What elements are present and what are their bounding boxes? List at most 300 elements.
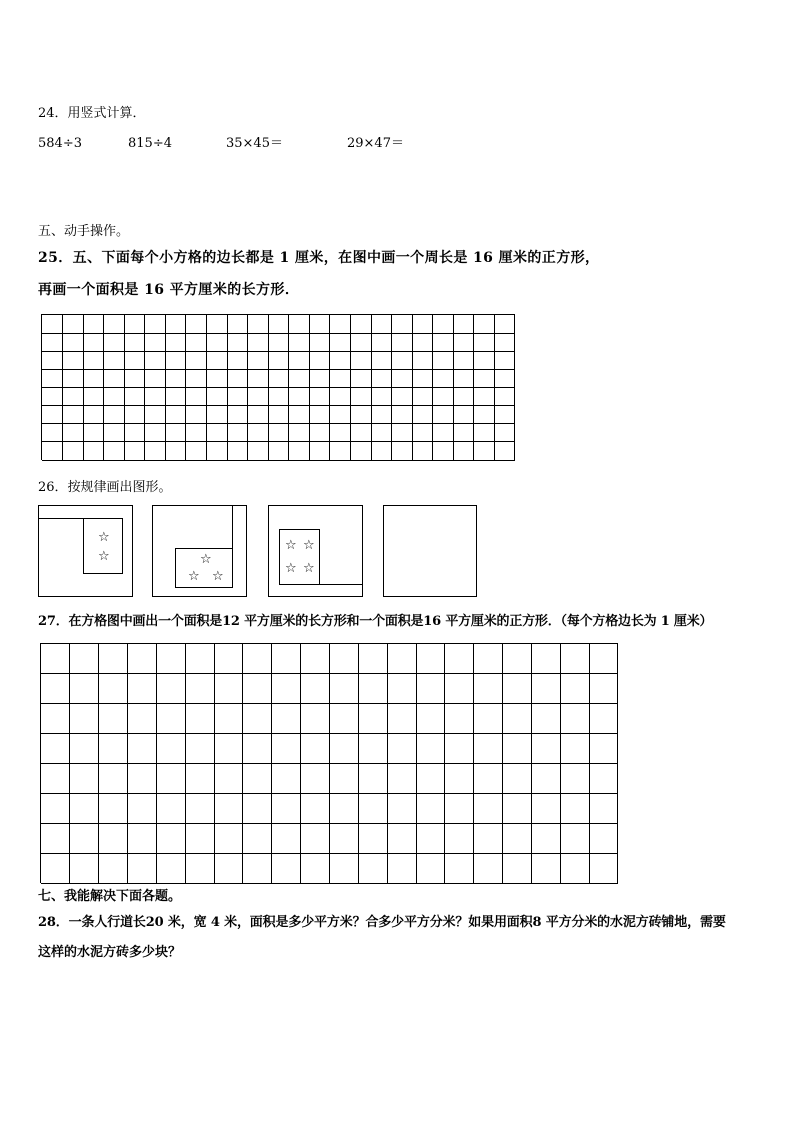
grid-cell[interactable] <box>83 424 104 443</box>
grid-cell[interactable] <box>387 853 416 883</box>
grid-cell[interactable] <box>83 388 104 407</box>
grid-cell[interactable] <box>412 351 433 370</box>
grid-cell[interactable] <box>70 674 99 704</box>
grid-cell[interactable] <box>503 793 532 823</box>
grid-cell[interactable] <box>474 333 495 352</box>
grid-cell[interactable] <box>358 704 387 734</box>
grid-cell[interactable] <box>474 644 503 674</box>
grid-cell[interactable] <box>371 315 392 334</box>
grid-cell[interactable] <box>289 424 310 443</box>
grid-cell[interactable] <box>330 442 351 461</box>
grid-cell[interactable] <box>416 674 445 704</box>
grid-cell[interactable] <box>301 704 330 734</box>
grid-cell[interactable] <box>145 388 166 407</box>
grid-cell[interactable] <box>301 674 330 704</box>
grid-cell[interactable] <box>104 315 125 334</box>
grid-cell[interactable] <box>145 351 166 370</box>
grid-cell[interactable] <box>165 406 186 425</box>
grid-cell[interactable] <box>128 764 157 794</box>
grid-cell[interactable] <box>358 793 387 823</box>
grid-cell[interactable] <box>272 704 301 734</box>
grid-cell[interactable] <box>186 351 207 370</box>
grid-cell[interactable] <box>309 406 330 425</box>
grid-cell[interactable] <box>70 644 99 674</box>
grid-cell[interactable] <box>589 793 618 823</box>
grid-cell[interactable] <box>474 424 495 443</box>
grid-cell[interactable] <box>272 853 301 883</box>
grid-cell[interactable] <box>433 442 454 461</box>
grid-cell[interactable] <box>272 823 301 853</box>
grid-cell[interactable] <box>42 406 63 425</box>
grid-cell[interactable] <box>494 369 515 388</box>
grid-cell[interactable] <box>272 793 301 823</box>
grid-cell[interactable] <box>445 764 474 794</box>
grid-cell[interactable] <box>474 351 495 370</box>
grid-cell[interactable] <box>330 793 359 823</box>
grid-cell[interactable] <box>243 704 272 734</box>
grid-cell[interactable] <box>309 333 330 352</box>
grid-cell[interactable] <box>104 442 125 461</box>
grid-cell[interactable] <box>227 369 248 388</box>
grid-cell[interactable] <box>124 315 145 334</box>
grid-cell[interactable] <box>560 853 589 883</box>
grid-cell[interactable] <box>165 424 186 443</box>
grid-cell[interactable] <box>301 764 330 794</box>
grid-cell[interactable] <box>433 315 454 334</box>
grid-cell[interactable] <box>589 644 618 674</box>
grid-cell[interactable] <box>371 351 392 370</box>
grid-cell[interactable] <box>227 333 248 352</box>
grid-cell[interactable] <box>207 388 228 407</box>
grid-cell[interactable] <box>433 406 454 425</box>
grid-cell[interactable] <box>589 853 618 883</box>
grid-cell[interactable] <box>185 674 214 704</box>
grid-cell[interactable] <box>42 315 63 334</box>
grid-cell[interactable] <box>128 734 157 764</box>
grid-cell[interactable] <box>70 734 99 764</box>
grid-cell[interactable] <box>358 823 387 853</box>
grid-cell[interactable] <box>42 388 63 407</box>
grid-cell[interactable] <box>124 406 145 425</box>
grid-cell[interactable] <box>387 674 416 704</box>
grid-cell[interactable] <box>99 764 128 794</box>
grid-cell[interactable] <box>531 853 560 883</box>
grid-cell[interactable] <box>474 369 495 388</box>
grid-cell[interactable] <box>248 333 269 352</box>
grid-cell[interactable] <box>248 424 269 443</box>
grid-cell[interactable] <box>330 764 359 794</box>
grid-cell[interactable] <box>128 853 157 883</box>
grid-cell[interactable] <box>330 406 351 425</box>
grid-cell[interactable] <box>387 764 416 794</box>
grid-cell[interactable] <box>145 442 166 461</box>
grid-cell[interactable] <box>186 442 207 461</box>
grid-cell[interactable] <box>214 704 243 734</box>
grid-cell[interactable] <box>494 388 515 407</box>
grid-cell[interactable] <box>207 369 228 388</box>
grid-cell[interactable] <box>503 823 532 853</box>
grid-cell[interactable] <box>128 823 157 853</box>
grid-cell[interactable] <box>289 369 310 388</box>
grid-cell[interactable] <box>145 369 166 388</box>
grid-cell[interactable] <box>156 853 185 883</box>
grid-cell[interactable] <box>560 764 589 794</box>
grid-cell[interactable] <box>474 823 503 853</box>
grid-cell[interactable] <box>309 315 330 334</box>
grid-cell[interactable] <box>156 734 185 764</box>
grid-cell[interactable] <box>589 674 618 704</box>
grid-cell[interactable] <box>63 406 84 425</box>
grid-cell[interactable] <box>83 333 104 352</box>
grid-cell[interactable] <box>248 369 269 388</box>
grid-cell[interactable] <box>412 424 433 443</box>
grid-cell[interactable] <box>560 823 589 853</box>
grid-cell[interactable] <box>474 388 495 407</box>
grid-cell[interactable] <box>416 853 445 883</box>
grid-cell[interactable] <box>99 674 128 704</box>
grid-cell[interactable] <box>371 388 392 407</box>
grid-cell[interactable] <box>63 442 84 461</box>
grid-cell[interactable] <box>416 764 445 794</box>
grid-cell[interactable] <box>309 388 330 407</box>
grid-cell[interactable] <box>301 823 330 853</box>
grid-cell[interactable] <box>416 793 445 823</box>
grid-cell[interactable] <box>371 406 392 425</box>
grid-cell[interactable] <box>503 734 532 764</box>
grid-cell[interactable] <box>63 315 84 334</box>
grid-cell[interactable] <box>589 764 618 794</box>
grid-cell[interactable] <box>248 442 269 461</box>
grid-cell[interactable] <box>330 853 359 883</box>
grid-cell[interactable] <box>63 333 84 352</box>
grid-cell[interactable] <box>330 388 351 407</box>
grid-cell[interactable] <box>99 823 128 853</box>
grid-cell[interactable] <box>474 442 495 461</box>
grid-cell[interactable] <box>268 315 289 334</box>
grid-cell[interactable] <box>445 793 474 823</box>
grid-cell[interactable] <box>227 442 248 461</box>
grid-cell[interactable] <box>124 333 145 352</box>
grid-cell[interactable] <box>185 853 214 883</box>
grid-cell[interactable] <box>330 333 351 352</box>
grid-cell[interactable] <box>309 442 330 461</box>
grid-cell[interactable] <box>289 351 310 370</box>
grid-cell[interactable] <box>42 333 63 352</box>
grid-cell[interactable] <box>248 351 269 370</box>
grid-cell[interactable] <box>214 853 243 883</box>
grid-cell[interactable] <box>41 674 70 704</box>
grid-cell[interactable] <box>453 369 474 388</box>
grid-cell[interactable] <box>41 644 70 674</box>
grid-cell[interactable] <box>474 406 495 425</box>
grid-cell[interactable] <box>301 793 330 823</box>
grid-cell[interactable] <box>42 424 63 443</box>
grid-cell[interactable] <box>156 674 185 704</box>
grid-cell[interactable] <box>165 333 186 352</box>
grid-cell[interactable] <box>350 388 371 407</box>
grid-cell[interactable] <box>83 442 104 461</box>
grid-cell[interactable] <box>268 333 289 352</box>
grid-cell[interactable] <box>128 644 157 674</box>
grid-cell[interactable] <box>330 424 351 443</box>
grid-cell[interactable] <box>63 424 84 443</box>
grid-cell[interactable] <box>243 793 272 823</box>
grid-cell[interactable] <box>392 406 413 425</box>
grid-cell[interactable] <box>453 315 474 334</box>
grid-cell[interactable] <box>214 793 243 823</box>
grid-cell[interactable] <box>185 734 214 764</box>
grid-cell[interactable] <box>387 793 416 823</box>
grid-cell[interactable] <box>268 369 289 388</box>
grid-cell[interactable] <box>392 388 413 407</box>
grid-cell[interactable] <box>70 764 99 794</box>
grid-cell[interactable] <box>350 424 371 443</box>
grid-cell[interactable] <box>412 369 433 388</box>
grid-cell[interactable] <box>145 424 166 443</box>
grid-cell[interactable] <box>186 406 207 425</box>
grid-cell[interactable] <box>289 388 310 407</box>
grid-cell[interactable] <box>330 315 351 334</box>
grid-cell[interactable] <box>531 704 560 734</box>
grid-cell[interactable] <box>503 704 532 734</box>
grid-cell[interactable] <box>412 406 433 425</box>
grid-cell[interactable] <box>503 644 532 674</box>
grid-cell[interactable] <box>207 442 228 461</box>
grid-cell[interactable] <box>186 388 207 407</box>
grid-cell[interactable] <box>83 369 104 388</box>
grid-cell[interactable] <box>289 406 310 425</box>
grid-cell[interactable] <box>330 351 351 370</box>
grid-cell[interactable] <box>207 406 228 425</box>
grid-cell[interactable] <box>289 315 310 334</box>
grid-cell[interactable] <box>494 442 515 461</box>
grid-cell[interactable] <box>445 674 474 704</box>
grid-cell[interactable] <box>494 315 515 334</box>
grid-cell[interactable] <box>156 644 185 674</box>
grid-cell[interactable] <box>156 704 185 734</box>
grid-cell[interactable] <box>531 734 560 764</box>
grid-cell[interactable] <box>387 734 416 764</box>
grid-cell[interactable] <box>268 424 289 443</box>
grid-cell[interactable] <box>99 853 128 883</box>
grid-cell[interactable] <box>560 734 589 764</box>
grid-cell[interactable] <box>41 764 70 794</box>
grid-cell[interactable] <box>503 853 532 883</box>
grid-cell[interactable] <box>474 704 503 734</box>
grid-cell[interactable] <box>453 351 474 370</box>
grid-cell[interactable] <box>371 442 392 461</box>
grid-cell[interactable] <box>41 823 70 853</box>
grid-cell[interactable] <box>392 369 413 388</box>
grid-cell[interactable] <box>243 734 272 764</box>
grid-cell[interactable] <box>272 764 301 794</box>
grid-cell[interactable] <box>214 764 243 794</box>
grid-cell[interactable] <box>214 823 243 853</box>
grid-cell[interactable] <box>474 853 503 883</box>
grid-cell[interactable] <box>453 388 474 407</box>
grid-cell[interactable] <box>156 764 185 794</box>
grid-cell[interactable] <box>268 406 289 425</box>
grid-cell[interactable] <box>494 333 515 352</box>
grid-cell[interactable] <box>301 644 330 674</box>
grid-cell[interactable] <box>248 315 269 334</box>
grid-cell[interactable] <box>42 369 63 388</box>
grid-cell[interactable] <box>350 406 371 425</box>
grid-cell[interactable] <box>70 823 99 853</box>
grid-cell[interactable] <box>453 442 474 461</box>
grid-cell[interactable] <box>531 644 560 674</box>
grid-cell[interactable] <box>433 369 454 388</box>
grid-cell[interactable] <box>560 644 589 674</box>
grid-cell[interactable] <box>185 793 214 823</box>
grid-cell[interactable] <box>445 704 474 734</box>
grid-cell[interactable] <box>371 369 392 388</box>
grid-cell[interactable] <box>272 644 301 674</box>
grid-cell[interactable] <box>42 351 63 370</box>
grid-cell[interactable] <box>474 674 503 704</box>
grid-cell[interactable] <box>41 853 70 883</box>
grid-cell[interactable] <box>272 734 301 764</box>
grid-cell[interactable] <box>392 351 413 370</box>
grid-cell[interactable] <box>272 674 301 704</box>
grid-cell[interactable] <box>453 333 474 352</box>
grid-cell[interactable] <box>124 424 145 443</box>
grid-cell[interactable] <box>42 442 63 461</box>
grid-cell[interactable] <box>589 823 618 853</box>
grid-cell[interactable] <box>445 734 474 764</box>
grid-cell[interactable] <box>445 853 474 883</box>
grid-cell[interactable] <box>124 388 145 407</box>
grid-cell[interactable] <box>243 674 272 704</box>
grid-cell[interactable] <box>416 734 445 764</box>
grid-cell[interactable] <box>412 388 433 407</box>
grid-cell[interactable] <box>185 644 214 674</box>
grid-cell[interactable] <box>350 369 371 388</box>
grid-cell[interactable] <box>474 734 503 764</box>
grid-cell[interactable] <box>248 388 269 407</box>
grid-cell[interactable] <box>124 369 145 388</box>
grid-cell[interactable] <box>227 388 248 407</box>
grid-cell[interactable] <box>104 369 125 388</box>
grid-cell[interactable] <box>128 704 157 734</box>
grid-cell[interactable] <box>445 644 474 674</box>
grid-cell[interactable] <box>145 406 166 425</box>
grid-cell[interactable] <box>214 644 243 674</box>
grid-cell[interactable] <box>128 674 157 704</box>
grid-cell[interactable] <box>145 315 166 334</box>
grid-cell[interactable] <box>330 369 351 388</box>
grid-cell[interactable] <box>309 351 330 370</box>
grid-cell[interactable] <box>186 333 207 352</box>
grid-cell[interactable] <box>330 734 359 764</box>
grid-cell[interactable] <box>371 424 392 443</box>
grid-cell[interactable] <box>453 406 474 425</box>
grid-cell[interactable] <box>83 351 104 370</box>
grid-cell[interactable] <box>350 315 371 334</box>
grid-cell[interactable] <box>128 793 157 823</box>
grid-cell[interactable] <box>214 674 243 704</box>
grid-cell[interactable] <box>156 823 185 853</box>
grid-cell[interactable] <box>474 315 495 334</box>
grid-cell[interactable] <box>70 793 99 823</box>
grid-cell[interactable] <box>350 442 371 461</box>
grid-cell[interactable] <box>560 674 589 704</box>
grid-cell[interactable] <box>412 333 433 352</box>
grid-cell[interactable] <box>186 424 207 443</box>
grid-cell[interactable] <box>494 406 515 425</box>
grid-cell[interactable] <box>301 734 330 764</box>
grid-cell[interactable] <box>560 793 589 823</box>
grid-cell[interactable] <box>165 442 186 461</box>
grid-cell[interactable] <box>453 424 474 443</box>
grid-cell[interactable] <box>358 764 387 794</box>
grid-cell[interactable] <box>243 853 272 883</box>
grid-cell[interactable] <box>330 644 359 674</box>
grid-cell[interactable] <box>99 734 128 764</box>
grid-cell[interactable] <box>531 823 560 853</box>
grid-cell[interactable] <box>433 388 454 407</box>
grid-cell[interactable] <box>289 442 310 461</box>
grid-cell[interactable] <box>589 704 618 734</box>
grid-cell[interactable] <box>330 823 359 853</box>
grid-cell[interactable] <box>186 369 207 388</box>
grid-cell[interactable] <box>494 424 515 443</box>
grid-cell[interactable] <box>371 333 392 352</box>
grid-cell[interactable] <box>70 704 99 734</box>
grid-cell[interactable] <box>387 644 416 674</box>
grid-cell[interactable] <box>387 823 416 853</box>
grid-cell[interactable] <box>392 424 413 443</box>
grid-cell[interactable] <box>503 674 532 704</box>
grid-cell[interactable] <box>392 442 413 461</box>
grid-cell[interactable] <box>358 674 387 704</box>
grid-cell[interactable] <box>412 315 433 334</box>
grid-cell[interactable] <box>185 704 214 734</box>
grid-cell[interactable] <box>165 369 186 388</box>
grid-cell[interactable] <box>531 674 560 704</box>
grid-cell[interactable] <box>124 442 145 461</box>
grid-cell[interactable] <box>207 351 228 370</box>
grid-cell[interactable] <box>124 351 145 370</box>
grid-cell[interactable] <box>392 333 413 352</box>
grid-cell[interactable] <box>104 388 125 407</box>
grid-cell[interactable] <box>63 369 84 388</box>
grid-cell[interactable] <box>433 333 454 352</box>
grid-cell[interactable] <box>104 333 125 352</box>
grid-cell[interactable] <box>227 424 248 443</box>
grid-cell[interactable] <box>63 388 84 407</box>
grid-cell[interactable] <box>156 793 185 823</box>
grid-cell[interactable] <box>214 734 243 764</box>
grid-cell[interactable] <box>358 734 387 764</box>
grid-cell[interactable] <box>227 406 248 425</box>
grid-cell[interactable] <box>227 351 248 370</box>
grid-cell[interactable] <box>268 442 289 461</box>
grid-cell[interactable] <box>165 351 186 370</box>
grid-cell[interactable] <box>99 704 128 734</box>
grid-cell[interactable] <box>99 644 128 674</box>
grid-cell[interactable] <box>433 351 454 370</box>
grid-cell[interactable] <box>41 704 70 734</box>
grid-cell[interactable] <box>416 823 445 853</box>
grid-cell[interactable] <box>186 315 207 334</box>
grid-cell[interactable] <box>243 764 272 794</box>
grid-cell[interactable] <box>350 333 371 352</box>
grid-cell[interactable] <box>289 333 310 352</box>
grid-cell[interactable] <box>350 351 371 370</box>
grid-cell[interactable] <box>268 388 289 407</box>
grid-cell[interactable] <box>503 764 532 794</box>
